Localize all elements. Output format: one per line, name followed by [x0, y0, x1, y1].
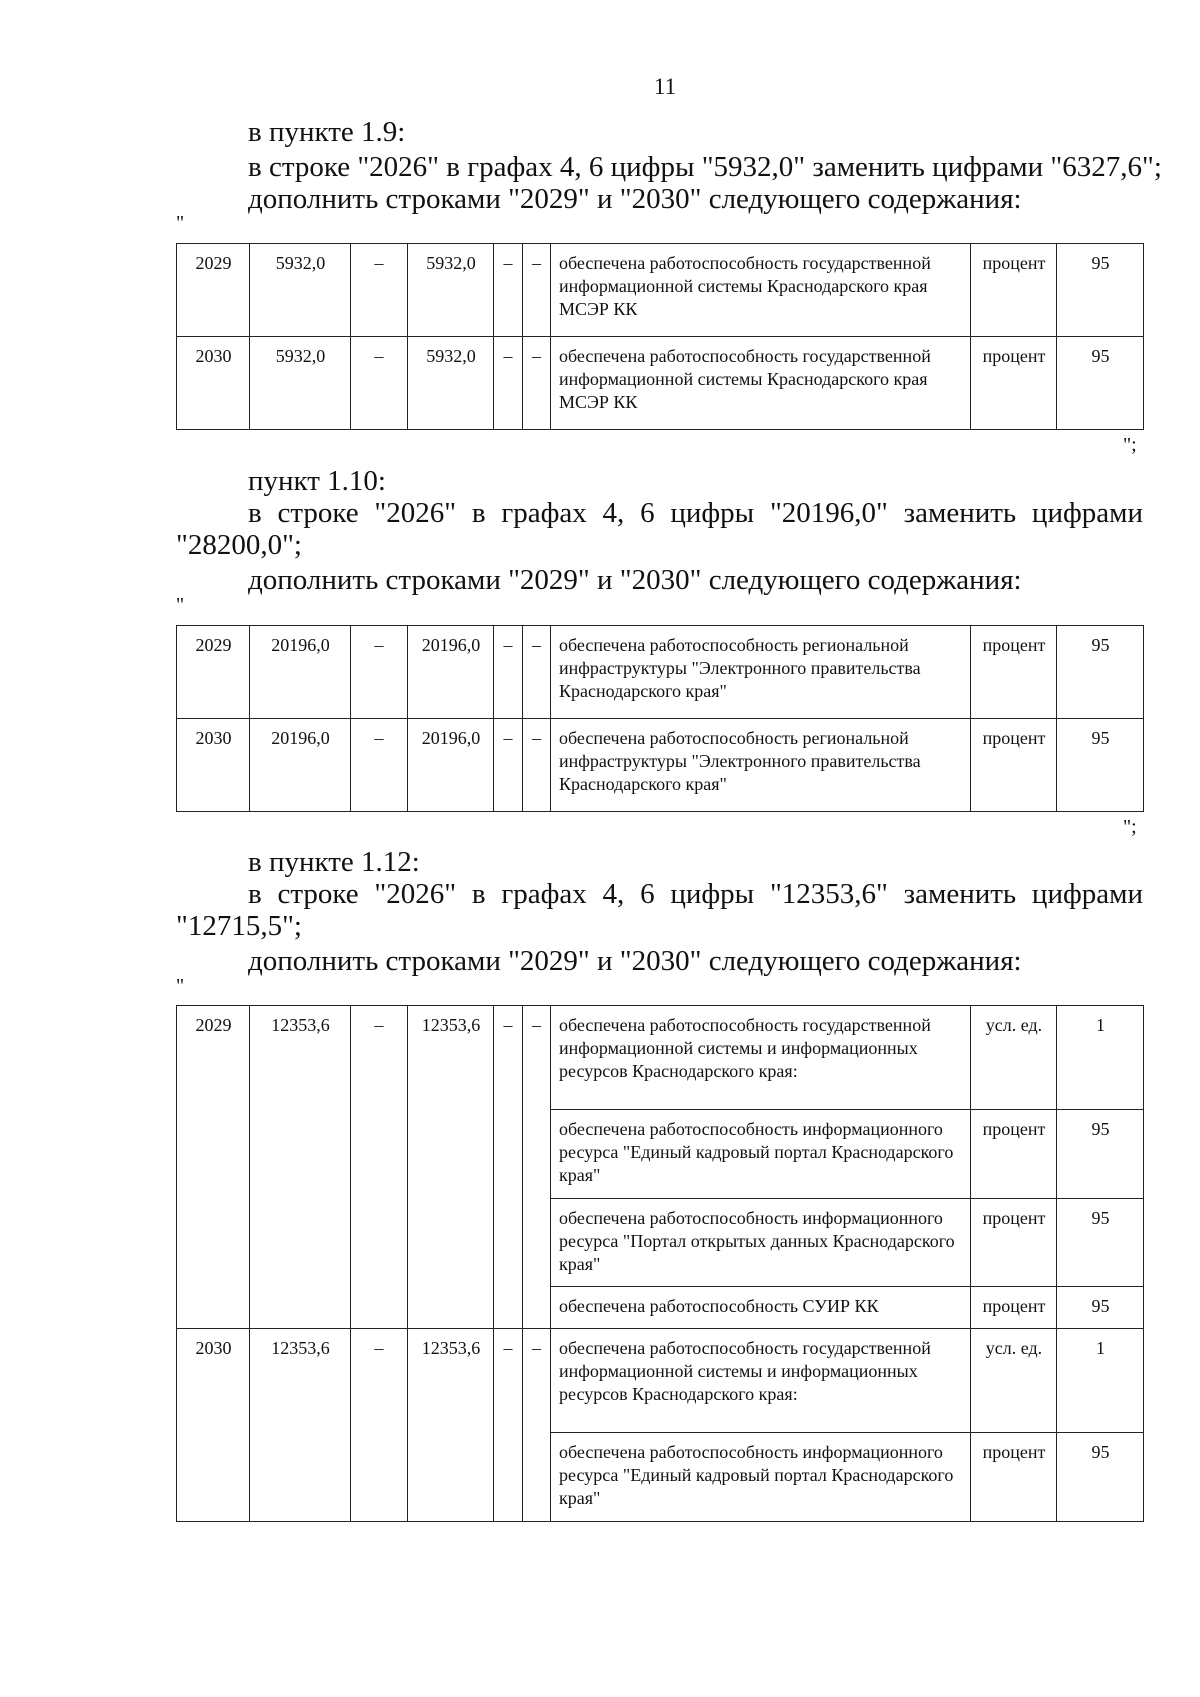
- year-cell: 2029: [177, 626, 250, 719]
- description-cell: обеспечена работоспособность информационного ресурса "Единый кадровый портал Краснодарского края": [551, 1110, 971, 1199]
- table-row: [177, 1329, 1144, 1433]
- table-row: [177, 337, 1144, 430]
- year-cell: 2030: [177, 337, 250, 430]
- value-cell: 95: [1057, 1110, 1144, 1199]
- section-3-table: [176, 1005, 1144, 1522]
- dash-cell: –: [494, 719, 523, 812]
- dash-cell: –: [351, 1329, 408, 1522]
- value-cell: 95: [1057, 244, 1144, 337]
- value-cell: 95: [1057, 1199, 1144, 1287]
- description-cell: обеспечена работоспособность государственной информационной системы Краснодарского края МСЭР КК: [551, 244, 971, 337]
- description-cell: обеспечена работоспособность информационного ресурса "Единый кадровый портал Краснодарского края": [551, 1433, 971, 1522]
- table-row: [177, 626, 1144, 719]
- dash-cell: –: [523, 244, 551, 337]
- dash-cell: –: [351, 719, 408, 812]
- description-cell: обеспечена работоспособность государственной информационной системы и информационных ресурсов Краснодарского края:: [551, 1329, 971, 1433]
- amount-cell: 5932,0: [408, 244, 494, 337]
- amount-cell: 12353,6: [250, 1329, 351, 1522]
- quote-open-mark: ": [176, 594, 185, 616]
- section-3-line-2: дополнить строками "2029" и "2030" следующего содержания:: [248, 945, 1022, 977]
- amount-cell: 12353,6: [250, 1006, 351, 1329]
- unit-cell: процент: [971, 1199, 1057, 1287]
- section-3-line-1a: в строке "2026" в графах 4, 6 цифры "12353,6" заменить цифрами: [248, 878, 1143, 910]
- amount-cell: 5932,0: [250, 337, 351, 430]
- quote-open-mark: ": [176, 212, 185, 234]
- section-2-line-2: дополнить строками "2029" и "2030" следующего содержания:: [248, 564, 1022, 596]
- section-2-table: [176, 625, 1144, 812]
- section-1-heading: в пункте 1.9:: [248, 116, 406, 148]
- amount-cell: 20196,0: [250, 626, 351, 719]
- description-cell: обеспечена работоспособность региональной инфраструктуры "Электронного правительства Краснодарского края": [551, 719, 971, 812]
- section-1-table: [176, 243, 1144, 430]
- dash-cell: –: [351, 1006, 408, 1329]
- unit-cell: усл. ед.: [971, 1006, 1057, 1110]
- dash-cell: –: [494, 244, 523, 337]
- amount-cell: 20196,0: [408, 626, 494, 719]
- unit-cell: процент: [971, 1287, 1057, 1329]
- amount-cell: 12353,6: [408, 1329, 494, 1522]
- amount-cell: 20196,0: [250, 719, 351, 812]
- table-row: [177, 1006, 1144, 1110]
- value-cell: 1: [1057, 1329, 1144, 1433]
- dash-cell: –: [523, 626, 551, 719]
- description-cell: обеспечена работоспособность региональной инфраструктуры "Электронного правительства Краснодарского края": [551, 626, 971, 719]
- unit-cell: процент: [971, 1110, 1057, 1199]
- section-3-heading: в пункте 1.12:: [248, 846, 420, 878]
- value-cell: 95: [1057, 1433, 1144, 1522]
- page-number: 11: [653, 74, 677, 99]
- quote-close-mark: ";: [1123, 434, 1137, 456]
- amount-cell: 5932,0: [250, 244, 351, 337]
- amount-cell: 12353,6: [408, 1006, 494, 1329]
- unit-cell: процент: [971, 626, 1057, 719]
- section-2-heading: пункт 1.10:: [248, 465, 386, 497]
- dash-cell: –: [494, 1329, 523, 1522]
- dash-cell: –: [494, 337, 523, 430]
- year-cell: 2029: [177, 1006, 250, 1329]
- table-row: [177, 719, 1144, 812]
- dash-cell: –: [494, 1006, 523, 1329]
- value-cell: 95: [1057, 719, 1144, 812]
- section-3-line-1b: "12715,5";: [176, 910, 302, 942]
- dash-cell: –: [523, 1006, 551, 1329]
- value-cell: 95: [1057, 626, 1144, 719]
- dash-cell: –: [523, 719, 551, 812]
- description-cell: обеспечена работоспособность информационного ресурса "Портал открытых данных Краснодарского края": [551, 1199, 971, 1287]
- description-cell: обеспечена работоспособность государственной информационной системы Краснодарского края МСЭР КК: [551, 337, 971, 430]
- description-cell: обеспечена работоспособность государственной информационной системы и информационных ресурсов Краснодарского края:: [551, 1006, 971, 1110]
- amount-cell: 5932,0: [408, 337, 494, 430]
- section-1-line-1: в строке "2026" в графах 4, 6 цифры "5932,0" заменить цифрами "6327,6";: [248, 151, 1162, 183]
- value-cell: 1: [1057, 1006, 1144, 1110]
- unit-cell: процент: [971, 337, 1057, 430]
- section-1-line-2: дополнить строками "2029" и "2030" следующего содержания:: [248, 183, 1022, 215]
- year-cell: 2030: [177, 1329, 250, 1522]
- quote-open-mark: ": [176, 975, 185, 997]
- unit-cell: усл. ед.: [971, 1329, 1057, 1433]
- dash-cell: –: [523, 1329, 551, 1522]
- year-cell: 2030: [177, 719, 250, 812]
- unit-cell: процент: [971, 719, 1057, 812]
- year-cell: 2029: [177, 244, 250, 337]
- section-2-line-1: [176, 497, 1143, 561]
- unit-cell: процент: [971, 244, 1057, 337]
- amount-cell: 20196,0: [408, 719, 494, 812]
- dash-cell: –: [523, 337, 551, 430]
- quote-close-mark: ";: [1123, 816, 1137, 838]
- table-row: [177, 244, 1144, 337]
- section-3-line-1: [176, 878, 1143, 942]
- description-cell: обеспечена работоспособность СУИР КК: [551, 1287, 971, 1329]
- unit-cell: процент: [971, 1433, 1057, 1522]
- dash-cell: –: [351, 337, 408, 430]
- section-2-line-1a: в строке "2026" в графах 4, 6 цифры "20196,0" заменить цифрами: [248, 497, 1143, 529]
- value-cell: 95: [1057, 1287, 1144, 1329]
- dash-cell: –: [351, 244, 408, 337]
- dash-cell: –: [351, 626, 408, 719]
- value-cell: 95: [1057, 337, 1144, 430]
- section-2-line-1b: "28200,0";: [176, 529, 302, 561]
- dash-cell: –: [494, 626, 523, 719]
